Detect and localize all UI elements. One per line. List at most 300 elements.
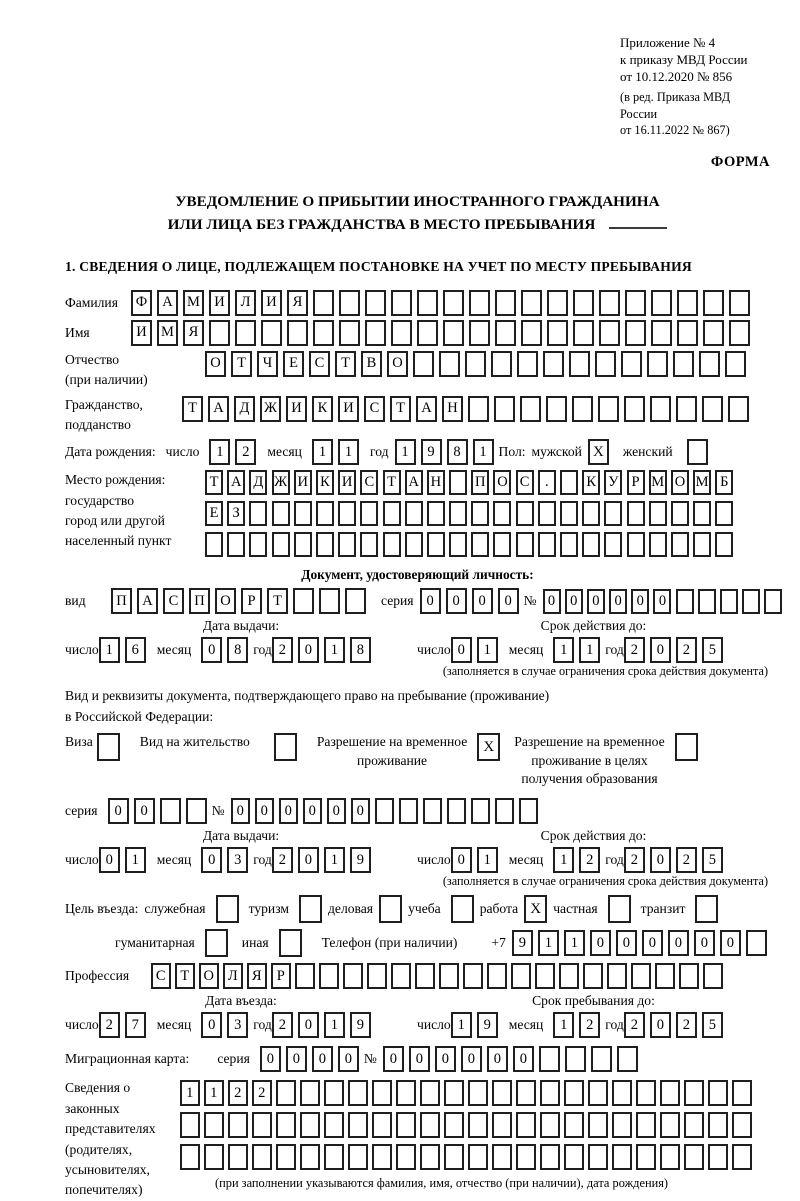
form-cell[interactable] [204,1144,224,1170]
form-cell[interactable]: О [493,470,511,495]
form-cell[interactable] [444,1144,464,1170]
form-cell[interactable] [365,290,386,316]
form-cell[interactable] [444,1112,464,1138]
form-cell[interactable]: 8 [350,637,371,663]
form-cell[interactable] [252,1112,272,1138]
form-cell[interactable] [449,532,467,557]
form-cell[interactable]: С [163,588,184,614]
purpose-other-checkbox[interactable] [279,929,302,957]
form-cell[interactable]: 0 [720,930,741,956]
form-cell[interactable]: П [189,588,210,614]
form-cell[interactable] [708,1144,728,1170]
form-cell[interactable]: А [416,396,437,422]
form-cell[interactable]: К [312,396,333,422]
form-cell[interactable]: 1 [324,637,345,663]
form-cell[interactable] [405,501,423,526]
form-cell[interactable]: 2 [676,847,697,873]
form-cell[interactable]: Р [627,470,645,495]
form-cell[interactable]: 1 [553,1012,574,1038]
form-cell[interactable] [651,320,672,346]
form-cell[interactable]: 2 [579,847,600,873]
form-cell[interactable]: М [157,320,178,346]
form-cell[interactable] [294,501,312,526]
form-cell[interactable] [565,1046,586,1072]
form-cell[interactable]: 2 [99,1012,120,1038]
form-cell[interactable]: 0 [650,1012,671,1038]
form-cell[interactable]: К [582,470,600,495]
form-cell[interactable] [495,320,516,346]
form-cell[interactable] [372,1080,392,1106]
form-cell[interactable] [319,588,340,614]
form-cell[interactable]: Т [390,396,411,422]
form-cell[interactable]: 1 [473,439,494,465]
form-cell[interactable] [468,396,489,422]
form-cell[interactable] [180,1144,200,1170]
form-cell[interactable] [612,1112,632,1138]
form-cell[interactable]: 0 [631,589,649,614]
form-cell[interactable]: И [294,470,312,495]
form-cell[interactable] [636,1080,656,1106]
form-cell[interactable] [538,532,556,557]
form-cell[interactable]: 1 [125,847,146,873]
form-cell[interactable]: Я [287,290,308,316]
purpose-official-checkbox[interactable] [216,895,239,923]
form-cell[interactable] [591,1046,612,1072]
form-cell[interactable] [186,798,207,824]
form-cell[interactable] [728,396,749,422]
form-cell[interactable] [443,320,464,346]
form-cell[interactable] [612,1080,632,1106]
form-cell[interactable]: Д [249,470,267,495]
form-cell[interactable] [383,501,401,526]
form-cell[interactable]: И [338,396,359,422]
form-cell[interactable] [511,963,531,989]
form-cell[interactable] [276,1144,296,1170]
form-cell[interactable] [276,1080,296,1106]
form-cell[interactable] [417,320,438,346]
form-cell[interactable] [684,1144,704,1170]
form-cell[interactable] [449,501,467,526]
form-cell[interactable] [293,588,314,614]
form-cell[interactable]: 0 [668,930,689,956]
form-cell[interactable]: Б [715,470,733,495]
form-cell[interactable] [348,1144,368,1170]
form-cell[interactable] [343,963,363,989]
form-cell[interactable]: Ч [257,351,278,377]
form-cell[interactable]: 0 [451,847,472,873]
form-cell[interactable] [396,1080,416,1106]
form-cell[interactable] [559,963,579,989]
form-cell[interactable]: 1 [338,439,359,465]
form-cell[interactable] [547,290,568,316]
form-cell[interactable] [396,1112,416,1138]
form-cell[interactable] [427,532,445,557]
form-cell[interactable] [582,532,600,557]
form-cell[interactable] [595,351,616,377]
form-cell[interactable] [631,963,651,989]
form-cell[interactable] [423,798,443,824]
form-cell[interactable] [495,290,516,316]
form-cell[interactable] [391,963,411,989]
form-cell[interactable] [449,470,467,495]
form-cell[interactable] [471,501,489,526]
form-cell[interactable]: 8 [447,439,468,465]
form-cell[interactable] [617,1046,638,1072]
form-cell[interactable] [405,532,423,557]
form-cell[interactable] [345,588,366,614]
form-cell[interactable] [517,351,538,377]
form-cell[interactable] [588,1144,608,1170]
form-cell[interactable] [300,1144,320,1170]
form-cell[interactable]: 1 [180,1080,200,1106]
form-cell[interactable]: 0 [303,798,323,824]
form-cell[interactable]: И [209,290,230,316]
form-cell[interactable] [607,963,627,989]
form-cell[interactable]: И [261,290,282,316]
form-cell[interactable] [491,351,512,377]
form-cell[interactable] [599,290,620,316]
form-cell[interactable]: 0 [201,847,222,873]
form-cell[interactable] [573,320,594,346]
form-cell[interactable] [546,396,567,422]
form-cell[interactable]: 2 [624,1012,645,1038]
form-cell[interactable] [443,290,464,316]
form-cell[interactable] [204,1112,224,1138]
form-cell[interactable] [383,532,401,557]
form-cell[interactable] [547,320,568,346]
form-cell[interactable] [160,798,181,824]
form-cell[interactable] [676,396,697,422]
form-cell[interactable]: 0 [642,930,663,956]
form-cell[interactable] [439,963,459,989]
form-cell[interactable] [261,320,282,346]
form-cell[interactable]: М [693,470,711,495]
form-cell[interactable] [521,290,542,316]
form-cell[interactable] [324,1112,344,1138]
form-cell[interactable]: 0 [231,798,251,824]
form-cell[interactable] [569,351,590,377]
form-cell[interactable]: Т [231,351,252,377]
form-cell[interactable] [415,963,435,989]
form-cell[interactable] [427,501,445,526]
form-cell[interactable] [324,1144,344,1170]
form-cell[interactable] [636,1112,656,1138]
form-cell[interactable] [538,501,556,526]
form-cell[interactable]: У [604,470,622,495]
form-cell[interactable] [516,501,534,526]
form-cell[interactable] [732,1080,752,1106]
form-cell[interactable]: 0 [694,930,715,956]
form-cell[interactable] [539,1046,560,1072]
form-cell[interactable]: 2 [579,1012,600,1038]
form-cell[interactable] [684,1080,704,1106]
form-cell[interactable]: 2 [624,847,645,873]
form-cell[interactable]: 8 [227,637,248,663]
form-cell[interactable]: 7 [125,1012,146,1038]
form-cell[interactable]: О [387,351,408,377]
form-cell[interactable]: С [309,351,330,377]
form-cell[interactable] [660,1080,680,1106]
form-cell[interactable]: 0 [565,589,583,614]
visa-checkbox[interactable] [97,733,120,761]
form-cell[interactable] [272,501,290,526]
form-cell[interactable] [487,963,507,989]
form-cell[interactable] [468,1144,488,1170]
form-cell[interactable] [604,501,622,526]
form-cell[interactable]: 1 [395,439,416,465]
form-cell[interactable] [338,532,356,557]
temp-residence-edu-checkbox[interactable] [675,733,698,761]
form-cell[interactable] [396,1144,416,1170]
form-cell[interactable] [180,1112,200,1138]
form-cell[interactable] [495,798,515,824]
purpose-tourism-checkbox[interactable] [299,895,322,923]
form-cell[interactable] [582,501,600,526]
form-cell[interactable] [636,1144,656,1170]
form-cell[interactable] [372,1144,392,1170]
form-cell[interactable] [543,351,564,377]
form-cell[interactable]: Т [267,588,288,614]
form-cell[interactable] [679,963,699,989]
form-cell[interactable] [599,320,620,346]
form-cell[interactable] [420,1080,440,1106]
form-cell[interactable]: 0 [279,798,299,824]
form-cell[interactable] [684,1112,704,1138]
form-cell[interactable] [468,1080,488,1106]
form-cell[interactable]: 0 [451,637,472,663]
form-cell[interactable] [295,963,315,989]
form-cell[interactable] [339,320,360,346]
temp-residence-checkbox[interactable]: X [477,733,500,761]
form-cell[interactable]: 5 [702,847,723,873]
form-cell[interactable]: 0 [201,1012,222,1038]
form-cell[interactable]: Я [183,320,204,346]
form-cell[interactable]: 1 [324,847,345,873]
purpose-business-checkbox[interactable] [379,895,402,923]
form-cell[interactable]: 0 [312,1046,333,1072]
form-cell[interactable] [660,1144,680,1170]
form-cell[interactable]: 5 [702,1012,723,1038]
form-cell[interactable]: 1 [564,930,585,956]
form-cell[interactable] [324,1080,344,1106]
form-cell[interactable] [287,320,308,346]
form-cell[interactable] [746,930,767,956]
form-cell[interactable]: 2 [624,637,645,663]
form-cell[interactable] [560,470,578,495]
form-cell[interactable]: 9 [350,1012,371,1038]
form-cell[interactable] [564,1144,584,1170]
form-cell[interactable] [471,798,491,824]
form-cell[interactable] [471,532,489,557]
form-cell[interactable]: Р [241,588,262,614]
purpose-private-checkbox[interactable] [608,895,631,923]
form-cell[interactable]: Л [223,963,243,989]
form-cell[interactable]: 2 [272,847,293,873]
form-cell[interactable]: 1 [99,637,120,663]
form-cell[interactable]: Е [205,501,223,526]
form-cell[interactable]: 9 [512,930,533,956]
form-cell[interactable] [703,290,724,316]
form-cell[interactable]: 1 [324,1012,345,1038]
form-cell[interactable] [227,532,245,557]
form-cell[interactable] [673,351,694,377]
form-cell[interactable] [715,501,733,526]
form-cell[interactable]: Л [235,290,256,316]
form-cell[interactable] [469,290,490,316]
form-cell[interactable] [447,798,467,824]
form-cell[interactable]: 0 [383,1046,404,1072]
sex-male-checkbox[interactable]: X [588,439,609,465]
form-cell[interactable]: Я [247,963,267,989]
form-cell[interactable]: 0 [513,1046,534,1072]
form-cell[interactable]: 0 [201,637,222,663]
form-cell[interactable] [313,320,334,346]
form-cell[interactable]: О [671,470,689,495]
form-cell[interactable]: 9 [350,847,371,873]
form-cell[interactable]: 2 [272,637,293,663]
form-cell[interactable] [516,1144,536,1170]
form-cell[interactable] [573,290,594,316]
form-cell[interactable] [564,1112,584,1138]
form-cell[interactable] [319,963,339,989]
form-cell[interactable] [625,320,646,346]
form-cell[interactable]: 2 [252,1080,272,1106]
form-cell[interactable] [516,1112,536,1138]
form-cell[interactable] [560,501,578,526]
form-cell[interactable] [399,798,419,824]
form-cell[interactable] [493,501,511,526]
form-cell[interactable]: 0 [351,798,371,824]
form-cell[interactable] [468,1112,488,1138]
form-cell[interactable] [729,320,750,346]
form-cell[interactable]: 0 [590,930,611,956]
form-cell[interactable]: А [405,470,423,495]
form-cell[interactable] [627,501,645,526]
form-cell[interactable]: Т [383,470,401,495]
form-cell[interactable]: 3 [227,847,248,873]
form-cell[interactable]: 2 [676,637,697,663]
form-cell[interactable] [249,501,267,526]
form-cell[interactable]: Ф [131,290,152,316]
form-cell[interactable] [677,320,698,346]
form-cell[interactable]: С [364,396,385,422]
form-cell[interactable]: 1 [209,439,230,465]
purpose-work-checkbox[interactable]: X [524,895,547,923]
purpose-study-checkbox[interactable] [451,895,474,923]
form-cell[interactable]: 0 [134,798,155,824]
form-cell[interactable] [560,532,578,557]
form-cell[interactable] [521,320,542,346]
form-cell[interactable] [693,501,711,526]
form-cell[interactable] [300,1112,320,1138]
form-cell[interactable]: 1 [477,637,498,663]
form-cell[interactable] [677,290,698,316]
form-cell[interactable] [391,320,412,346]
form-cell[interactable]: 0 [487,1046,508,1072]
form-cell[interactable] [698,589,716,614]
form-cell[interactable] [729,290,750,316]
form-cell[interactable]: 3 [227,1012,248,1038]
form-cell[interactable] [540,1144,560,1170]
form-cell[interactable] [540,1080,560,1106]
sex-female-checkbox[interactable] [687,439,708,465]
form-cell[interactable] [676,589,694,614]
form-cell[interactable]: Н [427,470,445,495]
form-cell[interactable] [564,1080,584,1106]
form-cell[interactable] [725,351,746,377]
form-cell[interactable]: 0 [650,637,671,663]
form-cell[interactable]: К [316,470,334,495]
form-cell[interactable] [348,1112,368,1138]
form-cell[interactable]: Ж [260,396,281,422]
form-cell[interactable]: 0 [298,1012,319,1038]
form-cell[interactable]: М [649,470,667,495]
form-cell[interactable] [583,963,603,989]
form-cell[interactable]: С [151,963,171,989]
form-cell[interactable]: 0 [616,930,637,956]
form-cell[interactable] [621,351,642,377]
form-cell[interactable] [720,589,738,614]
form-cell[interactable]: 2 [235,439,256,465]
form-cell[interactable]: 0 [609,589,627,614]
form-cell[interactable]: Т [182,396,203,422]
form-cell[interactable]: 0 [409,1046,430,1072]
form-cell[interactable] [413,351,434,377]
form-cell[interactable]: О [215,588,236,614]
form-cell[interactable] [375,798,395,824]
form-cell[interactable] [703,320,724,346]
form-cell[interactable] [365,320,386,346]
form-cell[interactable] [276,1112,296,1138]
residence-permit-checkbox[interactable] [274,733,297,761]
form-cell[interactable] [519,798,539,824]
form-cell[interactable]: 0 [435,1046,456,1072]
form-cell[interactable]: Т [175,963,195,989]
form-cell[interactable] [655,963,675,989]
form-cell[interactable]: 0 [298,847,319,873]
form-cell[interactable]: 1 [538,930,559,956]
form-cell[interactable] [660,1112,680,1138]
form-cell[interactable] [316,501,334,526]
form-cell[interactable] [671,501,689,526]
purpose-humanitarian-checkbox[interactable] [205,929,228,957]
form-cell[interactable]: 5 [702,637,723,663]
form-cell[interactable]: 0 [286,1046,307,1072]
form-cell[interactable] [463,963,483,989]
form-cell[interactable] [647,351,668,377]
form-cell[interactable] [702,396,723,422]
form-cell[interactable] [715,532,733,557]
form-cell[interactable]: Т [335,351,356,377]
form-cell[interactable] [764,589,782,614]
form-cell[interactable] [651,290,672,316]
form-cell[interactable]: 0 [420,588,441,614]
form-cell[interactable] [699,351,720,377]
form-cell[interactable] [625,290,646,316]
form-cell[interactable]: 0 [498,588,519,614]
form-cell[interactable] [598,396,619,422]
form-cell[interactable]: А [137,588,158,614]
form-cell[interactable]: И [131,320,152,346]
form-cell[interactable] [360,532,378,557]
form-cell[interactable]: 0 [99,847,120,873]
form-cell[interactable]: 1 [477,847,498,873]
form-cell[interactable] [420,1112,440,1138]
form-cell[interactable] [235,320,256,346]
form-cell[interactable] [348,1080,368,1106]
form-cell[interactable]: 0 [650,847,671,873]
form-cell[interactable] [492,1112,512,1138]
